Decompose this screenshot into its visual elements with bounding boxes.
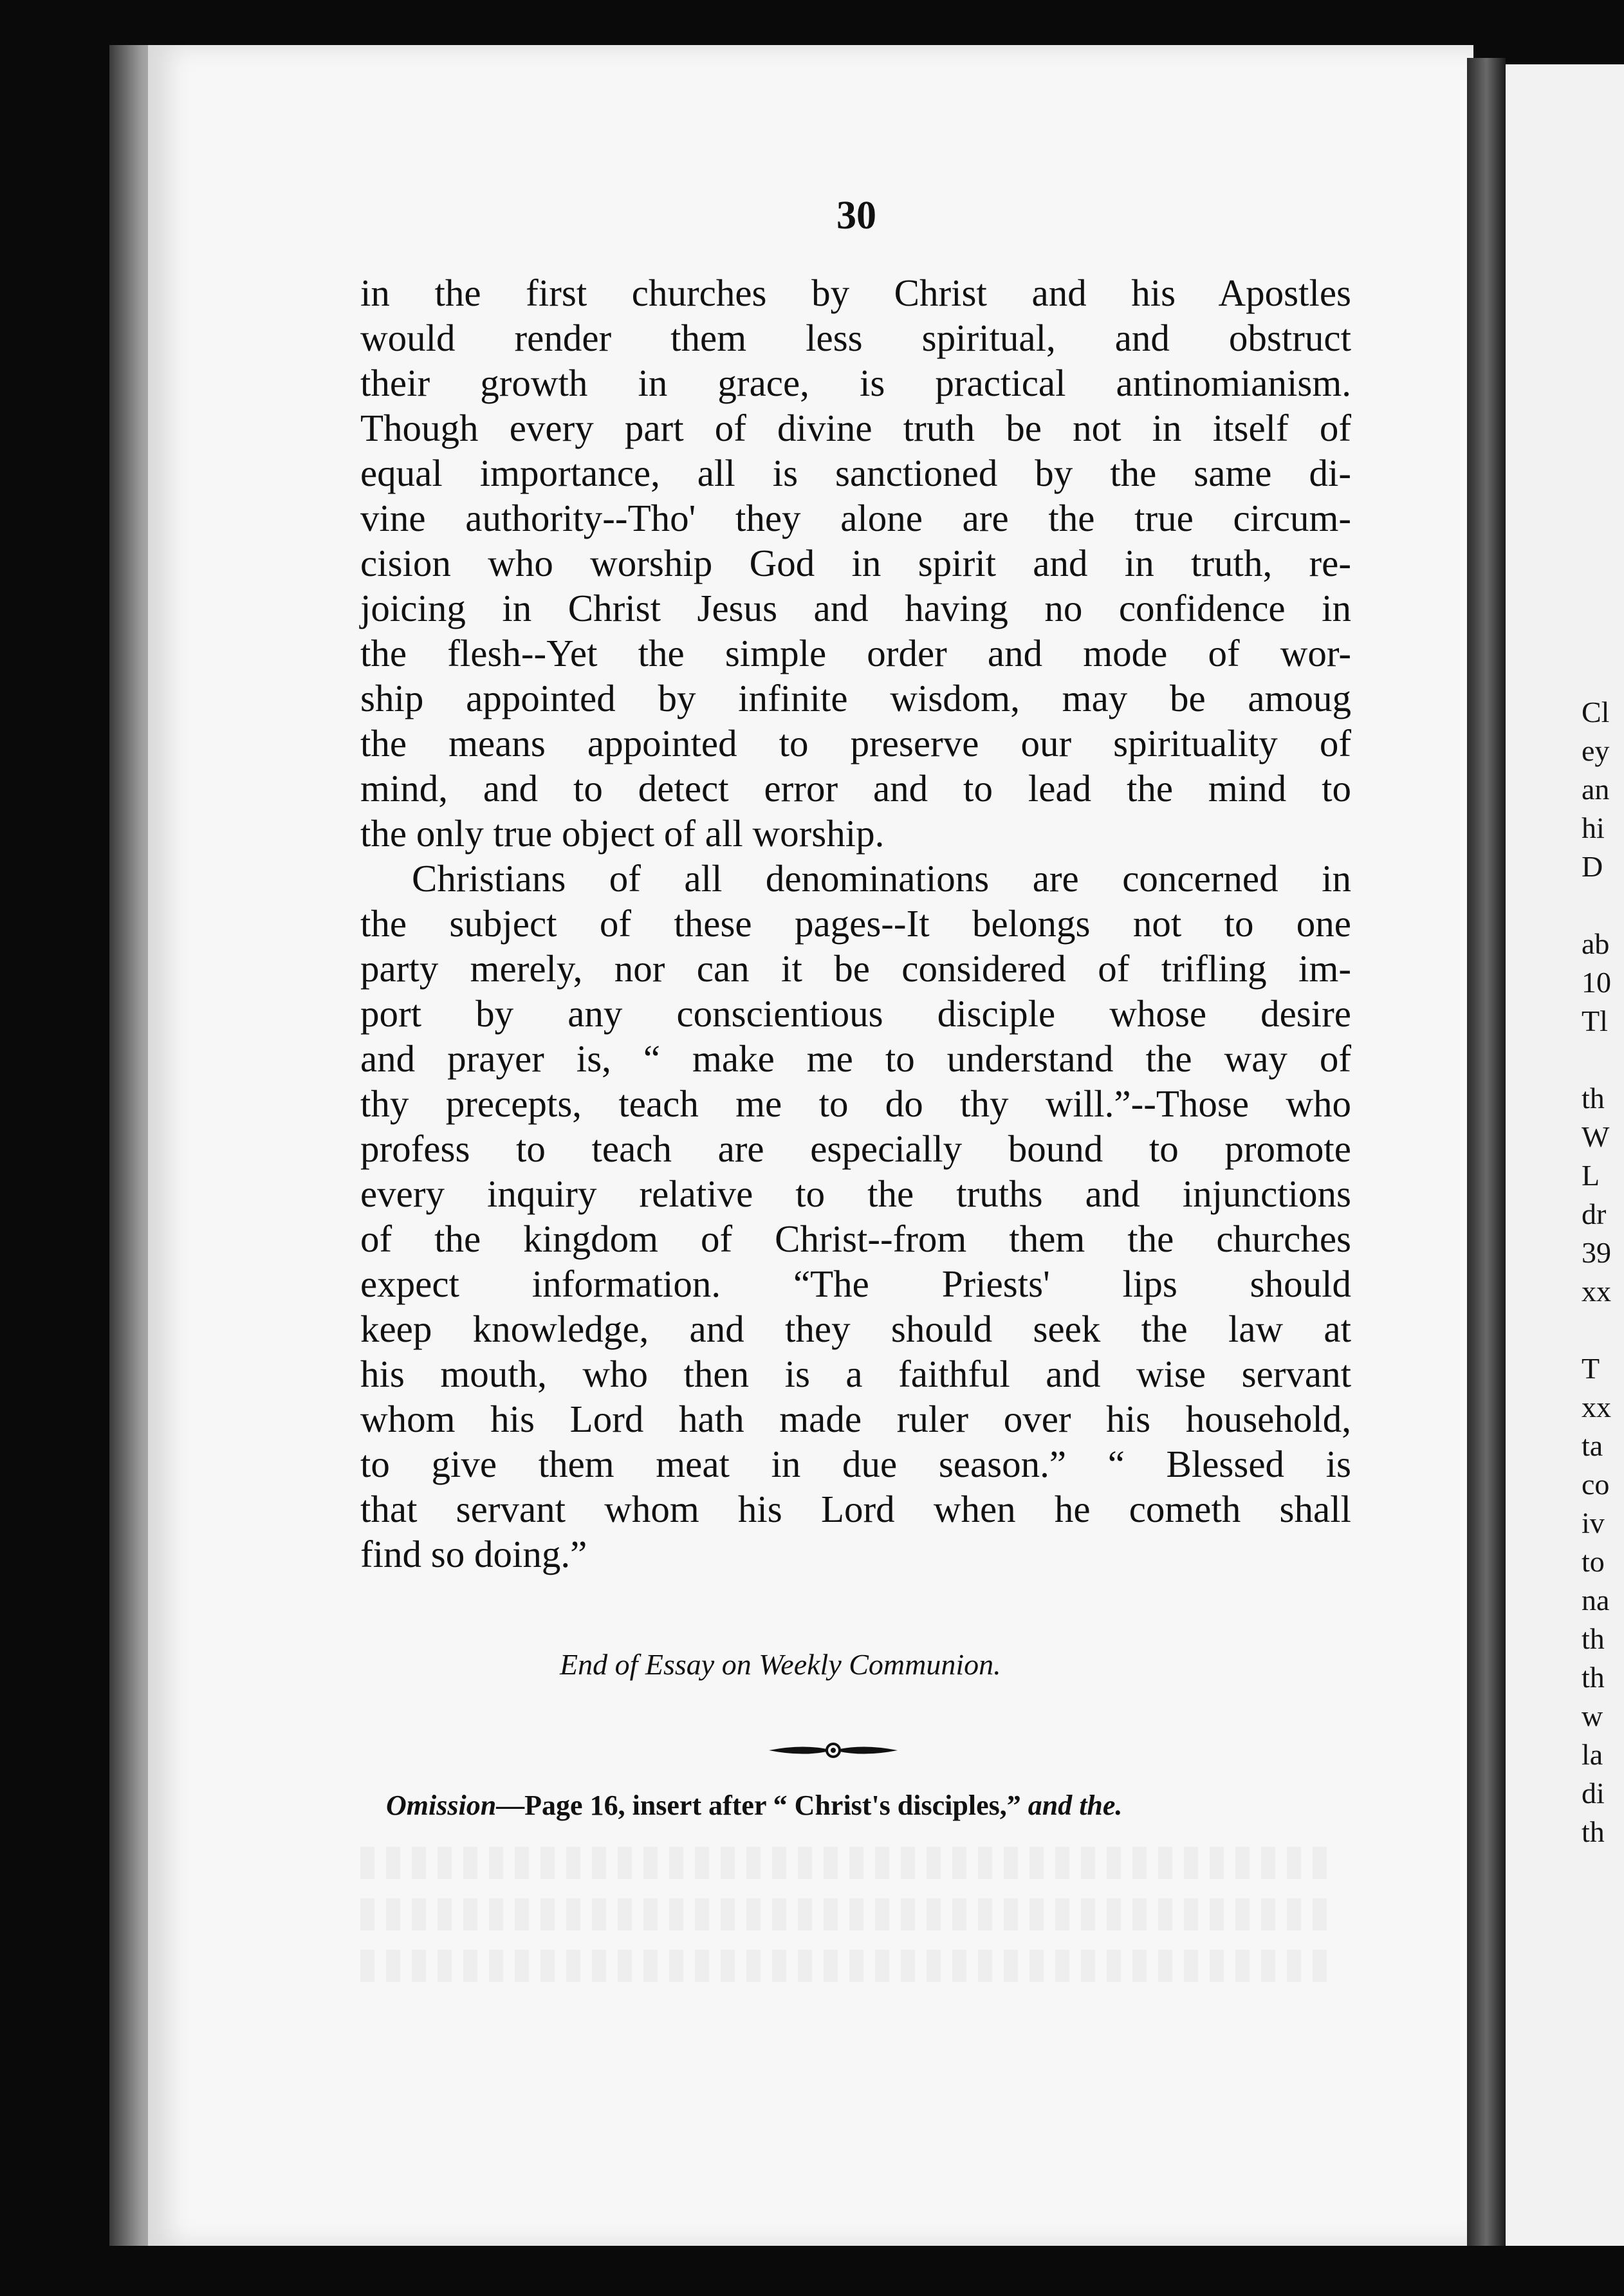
facing-page-fragment: iv (1582, 1506, 1605, 1539)
text-line: joicing in Christ Jesus and having no confidence in (360, 587, 1351, 629)
facing-page-fragment: to (1582, 1545, 1605, 1578)
facing-page-fragment: la (1582, 1738, 1603, 1771)
text-line: equal importance, all is sanctioned by the same di- (360, 452, 1351, 494)
facing-page-fragment: ab (1582, 927, 1610, 960)
text-line: of the kingdom of Christ--from them the churches (360, 1217, 1351, 1260)
text-line: find so doing.” (360, 1533, 587, 1575)
facing-page-fragment: th (1582, 1661, 1605, 1694)
text-line: the only true object of all worship. (360, 812, 885, 855)
page-gutter (1467, 58, 1506, 2246)
text-line: cision who worship God in spirit and in truth, re- (360, 542, 1351, 584)
omission-text: —Page 16, insert after “ Christ's disciples,” (496, 1790, 1028, 1821)
facing-page-fragment: Cl (1582, 696, 1610, 728)
paragraph-2 (360, 856, 1351, 1577)
page-number: 30 (836, 194, 876, 237)
omission-tail: and the. (1028, 1790, 1123, 1821)
paragraph-1 (360, 270, 1351, 856)
text-line: mind, and to detect error and to lead the mind to (360, 767, 1351, 810)
facing-page-fragment: th (1582, 1622, 1605, 1655)
text-line: and prayer is, “ make me to understand the way of (360, 1037, 1351, 1080)
facing-page-fragment: Tl (1582, 1004, 1608, 1037)
bleed-through-mark (360, 1950, 1338, 1982)
facing-page-fragment: W (1582, 1120, 1610, 1153)
facing-page-fragment: th (1582, 1082, 1605, 1115)
ornament-divider-icon (769, 1737, 898, 1763)
text-line: profess to teach are especially bound to promote (360, 1127, 1351, 1170)
facing-page-fragment: L (1582, 1159, 1600, 1192)
text-line: to give them meat in due season.” “ Blessed is (360, 1443, 1351, 1485)
facing-page-fragment: ta (1582, 1429, 1603, 1462)
facing-page-fragment: co (1582, 1468, 1610, 1501)
text-line: keep knowledge, and they should seek the law at (360, 1308, 1351, 1350)
bleed-through-mark (360, 1898, 1338, 1930)
text-line: every inquiry relative to the truths and injunctions (360, 1172, 1351, 1215)
facing-page-fragment: xx (1582, 1391, 1611, 1423)
facing-page-fragment: na (1582, 1584, 1610, 1616)
text-line: the means appointed to preserve our spirituality of (360, 722, 1351, 764)
text-line: thy precepts, teach me to do thy will.”--Those who (360, 1082, 1351, 1125)
facing-page-fragment: 10 (1582, 966, 1611, 999)
facing-page-edge (1506, 64, 1624, 2246)
text-line: whom his Lord hath made ruler over his household, (360, 1398, 1351, 1440)
facing-page-fragment: di (1582, 1777, 1605, 1810)
text-line: the subject of these pages--It belongs not to one (360, 902, 1351, 945)
text-line: that servant whom his Lord when he cometh shall (360, 1488, 1351, 1530)
facing-page-fragment: th (1582, 1815, 1605, 1848)
facing-page-fragment: 39 (1582, 1236, 1611, 1269)
facing-page-fragment: w (1582, 1699, 1603, 1732)
text-line: Though every part of divine truth be not in itself of (360, 407, 1351, 449)
text-line: the flesh--Yet the simple order and mode of wor- (360, 632, 1351, 674)
facing-page-fragment: an (1582, 773, 1610, 806)
body-text (360, 270, 1351, 1577)
facing-page-fragment: dr (1582, 1198, 1607, 1230)
text-line: in the first churches by Christ and his Apostles (360, 272, 1351, 314)
text-line: port by any conscientious disciple whose desire (360, 992, 1351, 1035)
text-line: their growth in grace, is practical antinomianism. (360, 362, 1351, 404)
text-line: ship appointed by infinite wisdom, may be amoug (360, 677, 1351, 719)
facing-page-fragment: T (1582, 1352, 1600, 1385)
text-line: expect information. “The Priests' lips should (360, 1263, 1351, 1305)
omission-note (386, 1789, 1122, 1822)
facing-page-fragment: xx (1582, 1275, 1611, 1308)
omission-label: Omission (386, 1790, 497, 1821)
text-line: party merely, nor can it be considered of trifling im- (360, 947, 1351, 990)
end-of-essay-note: End of Essay on Weekly Communion. (560, 1648, 1001, 1681)
facing-page-fragment: hi (1582, 811, 1605, 844)
text-line: would render them less spiritual, and obstruct (360, 317, 1351, 359)
text-line: vine authority--Tho' they alone are the true circum- (360, 497, 1351, 539)
facing-page-fragment: ey (1582, 734, 1610, 767)
facing-page-fragment: D (1582, 850, 1603, 883)
text-line: his mouth, who then is a faithful and wise servant (360, 1353, 1351, 1395)
bleed-through-mark (360, 1847, 1338, 1879)
text-line: Christians of all denominations are concerned in (412, 857, 1351, 900)
